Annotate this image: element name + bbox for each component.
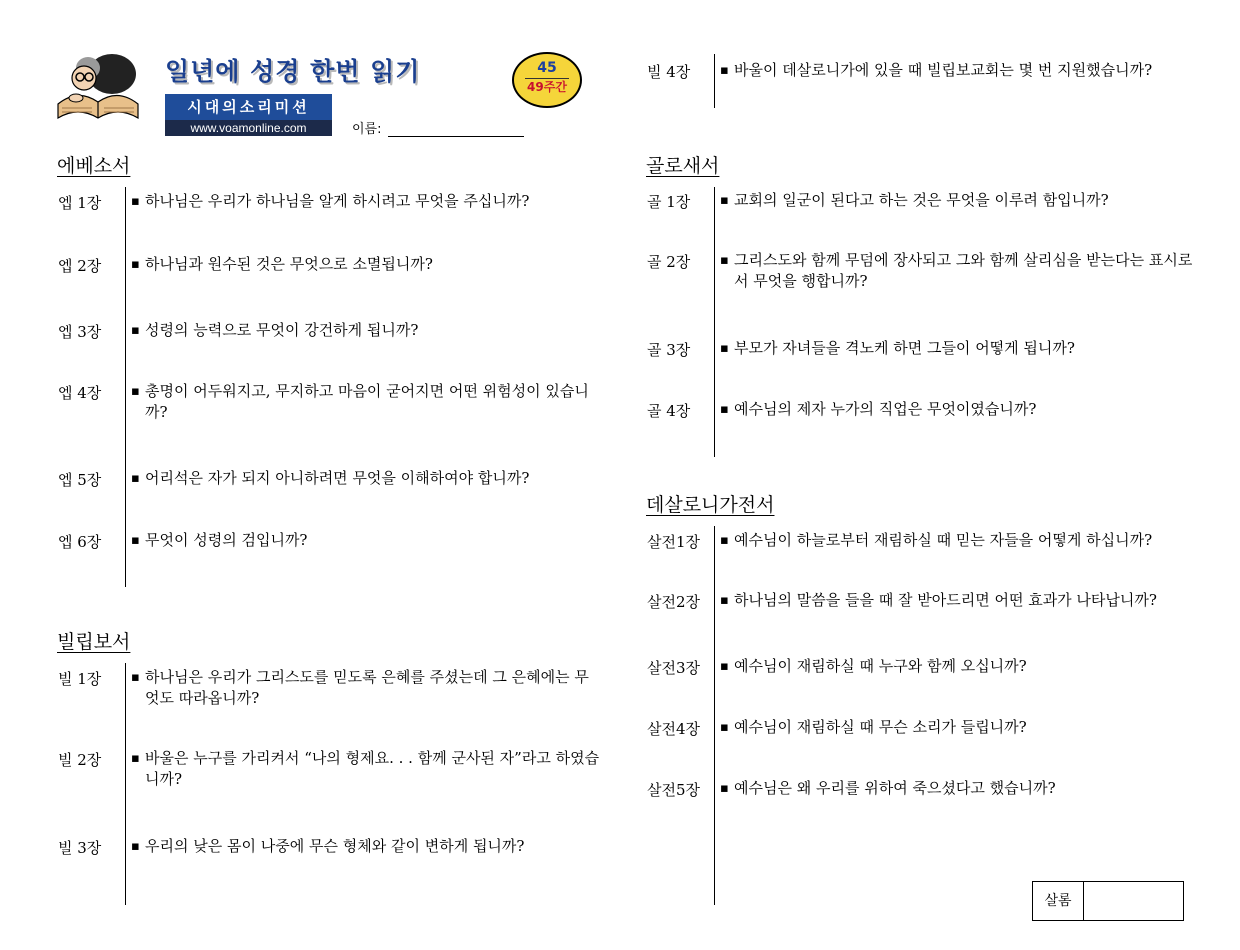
question-text: ▪ 예수님이 재림하실 때 누구와 함께 오십니까? [720, 656, 1204, 677]
question-text: ▪ 예수님은 왜 우리를 위하여 죽으셨다고 했습니까? [720, 778, 1204, 799]
question-text: ▪ 성령의 능력으로 무엇이 강건하게 됩니까? [131, 320, 600, 341]
section-title-philippians: 빌립보서 [57, 631, 131, 653]
question-label: 골 4장 [647, 402, 691, 420]
question-text: ▪ 하나님의 말씀을 들을 때 잘 받아드리면 어떤 효과가 나타납니까? [720, 590, 1204, 611]
question-label: 골 3장 [647, 341, 691, 359]
question-label: 골 1장 [647, 193, 691, 211]
section-title-ephesians: 에베소서 [57, 155, 131, 177]
question-text: ▪ 예수님이 재림하실 때 무슨 소리가 들립니까? [720, 717, 1204, 738]
question-label: 빌 4장 [647, 63, 691, 81]
question-label: 엡 6장 [58, 533, 102, 551]
column-divider [714, 526, 715, 905]
column-divider [714, 187, 715, 457]
question-text: ▪ 바울이 데살로니가에 있을 때 빌립보교회는 몇 번 지원했습니까? [720, 60, 1204, 81]
question-text: ▪ 예수님이 하늘로부터 재림하실 때 믿는 자들을 어떻게 하십니까? [720, 530, 1204, 551]
section-title-colossians: 골로새서 [646, 155, 720, 177]
question-label: 살전2장 [647, 593, 701, 611]
column-divider [125, 663, 126, 905]
question-label: 살전1장 [647, 533, 701, 551]
question-text: ▪ 하나님과 원수된 것은 무엇으로 소멸됩니까? [131, 254, 600, 275]
reading-man-icon [54, 52, 142, 124]
question-label: 살전3장 [647, 659, 701, 677]
question-text: ▪ 하나님은 우리가 하나님을 알게 하시려고 무엇을 주십니까? [131, 191, 600, 212]
question-text: ▪ 우리의 낮은 몸이 나중에 무슨 형체와 같이 변하게 됩니까? [131, 836, 600, 857]
badge-number: 45 [537, 60, 557, 76]
column-divider [714, 54, 715, 108]
name-field[interactable] [388, 136, 524, 137]
question-label: 살전4장 [647, 720, 701, 738]
question-label: 빌 3장 [58, 839, 102, 857]
question-label: 살전5장 [647, 781, 701, 799]
page-title: 일년에 성경 한번 읽기 [165, 57, 421, 86]
question-label: 엡 5장 [58, 471, 102, 489]
question-label: 엡 4장 [58, 384, 102, 402]
question-text: ▪ 그리스도와 함께 무덤에 장사되고 그와 함께 살리심을 받는다는 표시로서 무엇을 행합니까? [720, 250, 1204, 292]
signature-field[interactable] [1084, 882, 1183, 920]
org-name: 시대의소리미션 [165, 94, 332, 120]
question-label: 빌 2장 [58, 751, 102, 769]
question-text: ▪ 무엇이 성령의 검입니까? [131, 530, 600, 551]
signature-label: 살롬 [1033, 882, 1084, 920]
question-text: ▪ 바울은 누구를 가리켜서 “나의 형제요. . . 함께 군사된 자”라고 하였습니까? [131, 748, 600, 790]
badge-weeks: 49주간 [527, 80, 567, 94]
section-title-thessalonians: 데살로니가전서 [646, 494, 775, 516]
question-label: 빌 1장 [58, 670, 102, 688]
question-text: ▪ 총명이 어두워지고, 무지하고 마음이 굳어지면 어떤 위험성이 있습니까? [131, 381, 600, 423]
signature-box [1032, 881, 1184, 921]
question-text: ▪ 어리석은 자가 되지 아니하려면 무엇을 이해하여야 합니까? [131, 468, 600, 489]
question-text: ▪ 부모가 자녀들을 격노케 하면 그들이 어떻게 됩니까? [720, 338, 1204, 359]
question-text: ▪ 교회의 일군이 된다고 하는 것은 무엇을 이루려 함입니까? [720, 190, 1204, 211]
question-label: 엡 3장 [58, 323, 102, 341]
question-label: 엡 1장 [58, 194, 102, 212]
website-link[interactable]: www.voamonline.com [165, 120, 332, 136]
question-text: ▪ 예수님의 제자 누가의 직업은 무엇이였습니까? [720, 399, 1204, 420]
week-badge [512, 52, 582, 108]
question-label: 엡 2장 [58, 257, 102, 275]
question-text: ▪ 하나님은 우리가 그리스도를 믿도록 은혜를 주셨는데 그 은혜에는 무엇도 따라옵니까? [131, 667, 600, 709]
column-divider [125, 187, 126, 587]
name-label: 이름: [352, 122, 382, 137]
question-label: 골 2장 [647, 253, 691, 271]
